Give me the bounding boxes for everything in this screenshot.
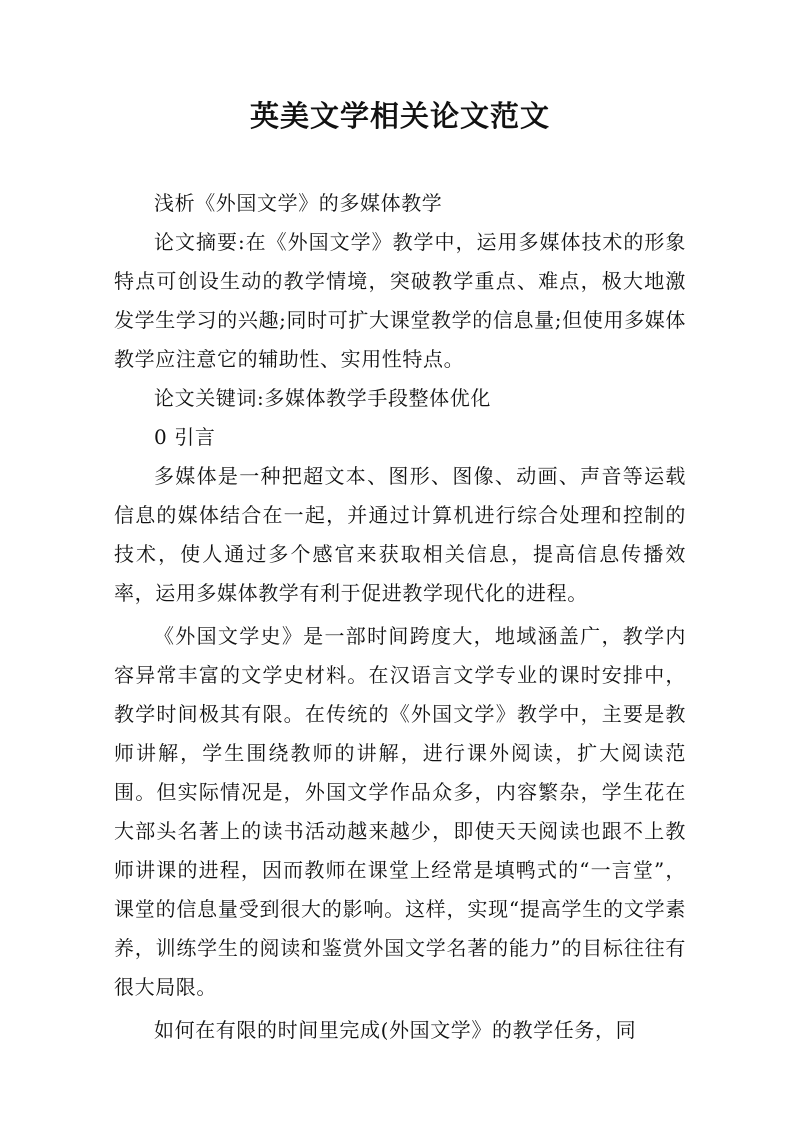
body-paragraph: 多媒体是一种把超文本、图形、图像、动画、声音等运载信息的媒体结合在一起，并通过计算机进行综合处理和控制的技术，使人通过多个感官来获取相关信息，提高信息传播效率，运用多媒体教学有利于促进教学现代化的进程。 — [114, 464, 686, 605]
article-subtitle: 浅析《外国文学》的多媒体教学 — [154, 191, 443, 215]
body-paragraph: 如何在有限的时间里完成(外国文学》的教学任务，同 — [154, 1018, 637, 1042]
document-body — [114, 184, 686, 1050]
keywords-paragraph: 论文关键词:多媒体教学手段整体优化 — [154, 386, 491, 410]
body-paragraph: 《外国文学史》是一部时间跨度大，地域涵盖广，教学内容异常丰富的文学史材料。在汉语言文学专业的课时安排中，教学时间极其有限。在传统的《外国文学》教学中，主要是教师讲解，学生围绕教师的讲解，进行课外阅读，扩大阅读范围。但实际情况是，外国文学作品众多，内容繁杂，学生花在大部头名著上的读书活动越来越少，即使天天阅读也跟不上教师讲课的进程，因而教师在课堂上经常是填鸭式的“一言堂”，课堂的信息量受到很大的影响。这样，实现“提高学生的文学素养，训练学生的阅读和鉴赏外国文学名著的能力”的目标往往有很大局限。 — [114, 624, 686, 999]
abstract-paragraph: 论文摘要:在《外国文学》教学中，运用多媒体技术的形象特点可创设生动的教学情境，突破教学重点、难点，极大地激发学生学习的兴趣;同时可扩大课堂教学的信息量;但使用多媒体教学应注意它的辅助性、实用性特点。 — [114, 230, 686, 371]
section-heading-introduction: 0 引言 — [154, 425, 216, 449]
document-title: 英美文学相关论文范文 — [249, 99, 550, 133]
